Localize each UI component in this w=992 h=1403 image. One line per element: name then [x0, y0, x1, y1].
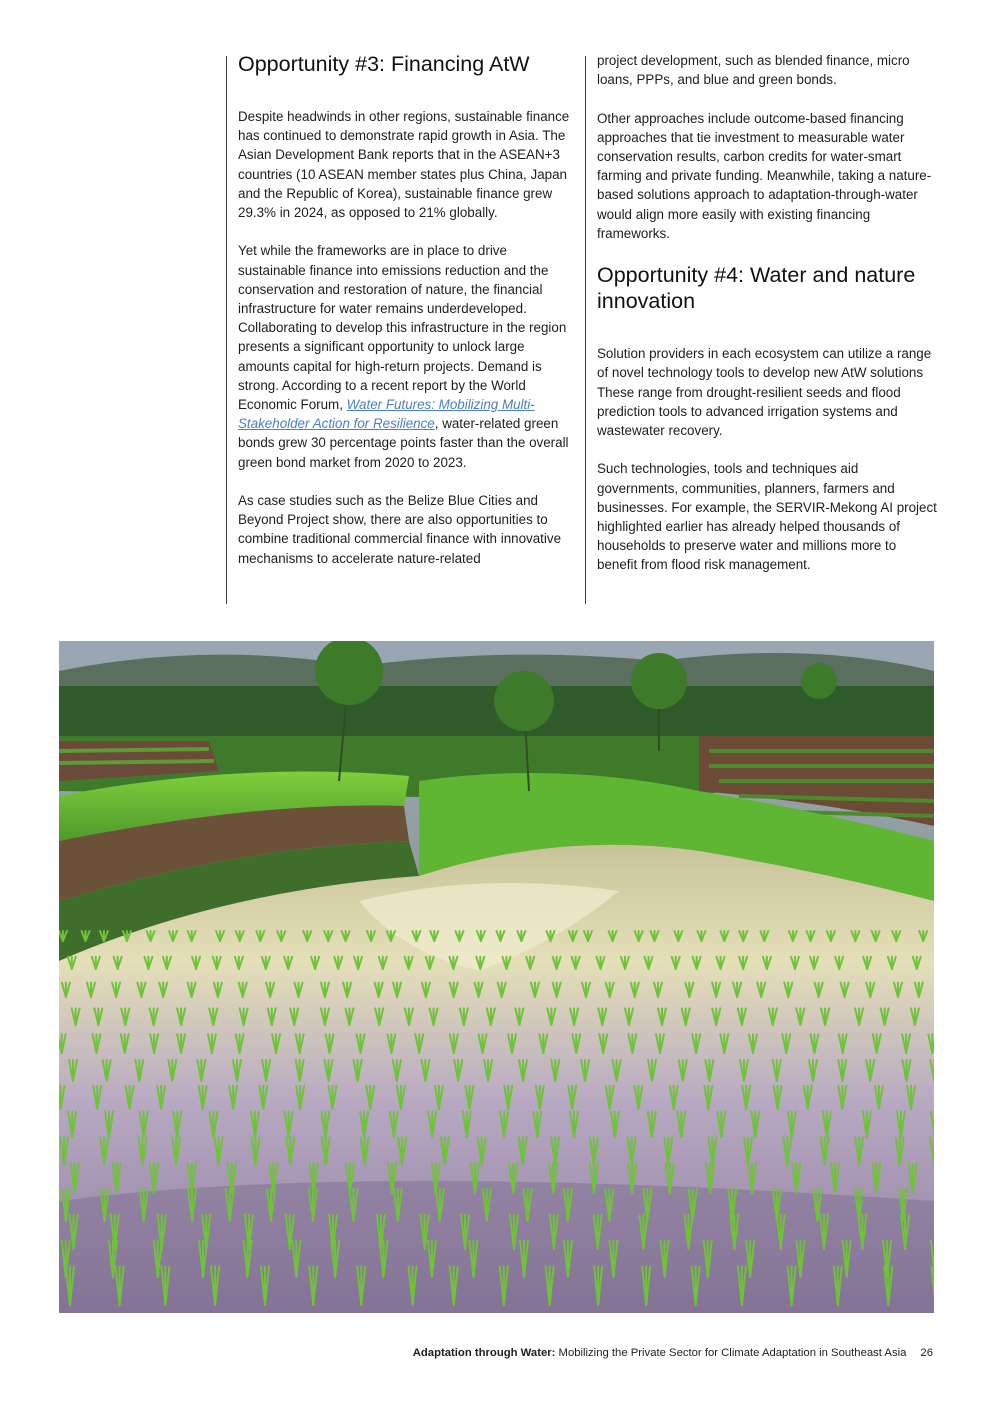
report-link[interactable]: Water Futures: Mobilizing Multi-Stakeholder Action for Resilience — [238, 397, 535, 432]
right-column — [597, 51, 939, 594]
paragraph-text: Yet while the frameworks are in place to drive sustainable finance into emissions reduction and the conservation and restoration of nature, the financial infrastructure for water remains underdeveloped. Collaborating to develop this infrastructure in the region presents a significant opportunity to unlock large amounts capital for high-return projects. Demand is strong. According to a recent report by the World Economic Forum, — [238, 243, 567, 413]
left-column-rule — [226, 56, 227, 604]
page-footer — [200, 1347, 933, 1359]
paragraph: Solution providers in each ecosystem can utilize a range of novel technology tools to develop new AtW solutions These range from drought-resilient seeds and flood prediction tools to advanced irrigation systems and wastewater recovery. — [597, 346, 932, 439]
paragraph: Despite headwinds in other regions, sustainable finance has continued to demonstrate rapid growth in Asia. The Asian Development Bank reports that in the ASEAN+3 countries (10 ASEAN member states plus China, Japan and the Republic of Korea), sustainable finance grew 29.3% in 2024, as opposed to 21% globally. — [238, 109, 570, 221]
right-column-rule — [585, 56, 586, 604]
footer-title-bold: Adaptation through Water: — [412, 1347, 556, 1359]
rice-terrace-photo — [59, 641, 934, 1313]
rice-terrace-illustration — [59, 641, 934, 1313]
paragraph-with-link — [238, 241, 578, 471]
heading-opportunity-4: Opportunity #4: Water and nature innovation — [597, 263, 916, 314]
page-number: 26 — [920, 1347, 933, 1359]
paragraph-text: , water-related green bonds grew 30 percentage points faster than the overall green bond market from 2020 to 2023. — [238, 416, 569, 470]
paragraph: As case studies such as the Belize Blue Cities and Beyond Project show, there are also opportunities to combine traditional commercial finance with innovative mechanisms to accelerate nature-related — [238, 493, 562, 566]
paragraph: Other approaches include outcome-based financing approaches that tie investment to measurable water conservation results, carbon credits for water-smart farming and private funding. Meanwhile, taking a nature-based solutions approach to adaptation-through-water would align more easily with existing financing frameworks. — [597, 110, 932, 241]
paragraph: Such technologies, tools and techniques aid governments, communities, planners, farmers and businesses. For example, the SERVIR-Mekong AI project highlighted earlier has already helped thousands of households to preserve water and millions more to benefit from flood risk management. — [597, 461, 937, 573]
paragraph: project development, such as blended finance, micro loans, PPPs, and blue and green bonds. — [597, 53, 910, 88]
left-column — [238, 51, 578, 587]
heading-opportunity-3: Opportunity #3: Financing AtW — [238, 52, 530, 76]
footer-title: Mobilizing the Private Sector for Climate Adaptation in Southeast Asia — [555, 1347, 907, 1359]
